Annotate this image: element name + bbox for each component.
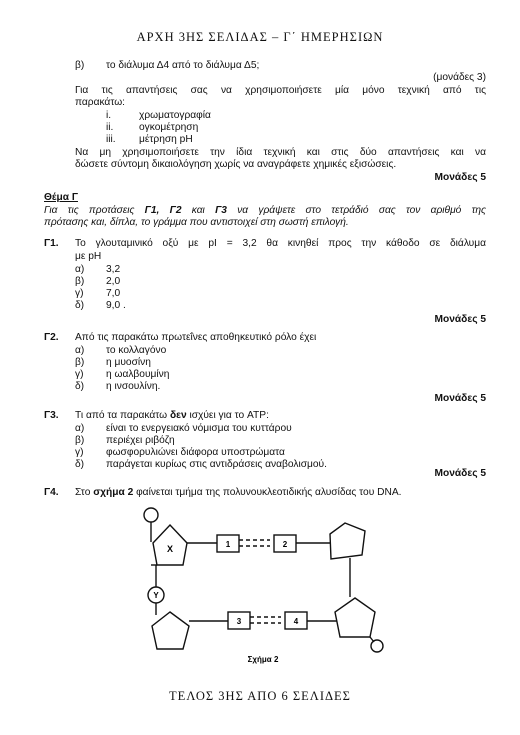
- g1-option-text: 7,0: [106, 288, 121, 299]
- g2-option-text: η ινσουλίνη.: [106, 381, 161, 392]
- g2-option-label: δ): [75, 381, 85, 392]
- sugar-pentagon: [152, 612, 189, 649]
- g3-option-label: γ): [75, 447, 84, 458]
- figure-caption: Σχήμα 2: [247, 655, 279, 664]
- figure-dna-chain: [0, 500, 520, 670]
- g3-option-label: α): [75, 423, 85, 434]
- label-y: Y: [153, 591, 159, 600]
- g4-number: Γ4.: [44, 487, 59, 498]
- box-label-2: 2: [282, 540, 288, 549]
- beta-label: β): [75, 60, 85, 71]
- g3-option-text: είναι το ενεργειακό νόμισμα του κυττάρου: [106, 423, 292, 434]
- para1-line1: Για τις απαντήσεις σας να χρησιμοποιήσετε μία μόνο τεχνική από τις: [75, 85, 486, 96]
- g1-option-label: δ): [75, 300, 85, 311]
- phosphate-circle: [371, 640, 383, 652]
- g1-option-label: β): [75, 276, 85, 287]
- g3-line1: Τι από τα παρακάτω δεν ισχύει για το ATP:: [75, 410, 269, 421]
- g1-marks: Μονάδες 5: [434, 314, 486, 325]
- technique-text: χρωματογραφία: [139, 110, 211, 121]
- technique-text: μέτρηση pH: [139, 134, 193, 145]
- phosphate-circle: [144, 508, 158, 522]
- technique-label: iii.: [106, 134, 116, 145]
- g3-option-text: φωσφορυλιώνει διάφορα υποστρώματα: [106, 447, 285, 458]
- box-label-4: 4: [293, 617, 299, 626]
- g3-option-text: παράγεται κυρίως στις αντιδράσεις αναβολισμού.: [106, 459, 327, 470]
- beta-text: το διάλυμα Δ4 από το διάλυμα Δ5;: [106, 60, 260, 71]
- g3-option-label: β): [75, 435, 85, 446]
- marks-small: (μονάδες 3): [433, 72, 486, 83]
- technique-label: ii.: [106, 122, 114, 133]
- g3-option-label: δ): [75, 459, 85, 470]
- sugar-pentagon: [330, 523, 365, 559]
- theme-instructions-line1: Για τις προτάσεις Γ1, Γ2 και Γ3 να γράψετε στο τετράδιό σας τον αριθμό της: [44, 205, 486, 216]
- g2-option-label: α): [75, 345, 85, 356]
- page-header: ΑΡΧΗ 3ΗΣ ΣΕΛΙΔΑΣ – Γ΄ ΗΜΕΡΗΣΙΩΝ: [136, 30, 384, 44]
- g1-line2: με pH: [75, 251, 102, 262]
- g2-marks: Μονάδες 5: [434, 393, 486, 404]
- label-x: X: [166, 544, 174, 554]
- g3-number: Γ3.: [44, 410, 59, 421]
- g2-line1: Από τις παρακάτω πρωτεΐνες αποθηκευτικό ρόλο έχει: [75, 332, 317, 343]
- g4-line1: Στο σχήμα 2 φαίνεται τμήμα της πολυνουκλεοτιδικής αλυσίδας του DNA.: [75, 487, 402, 498]
- g2-option-text: η ωαλβουμίνη: [106, 369, 170, 380]
- g3-marks: Μονάδες 5: [434, 468, 486, 479]
- para2-line1: Να μη χρησιμοποιήσετε την ίδια τεχνική και στις δύο απαντήσεις και να: [75, 147, 486, 158]
- technique-text: ογκομέτρηση: [139, 122, 199, 133]
- box-label-3: 3: [236, 617, 242, 626]
- g1-option-text: 9,0 .: [106, 300, 126, 311]
- sugar-pentagon: [335, 598, 375, 637]
- g1-option-text: 3,2: [106, 264, 121, 275]
- g2-number: Γ2.: [44, 332, 59, 343]
- g1-line1: Το γλουταμινικό οξύ με pI = 3,2 θα κινηθεί προς την κάθοδο σε διάλυμα: [75, 238, 486, 249]
- para2-line2: δώσετε σύντομη δικαιολόγηση χωρίς να αναγράφετε χημικές εξισώσεις.: [75, 159, 397, 170]
- g1-number: Γ1.: [44, 238, 59, 249]
- page-footer: ΤΕΛΟΣ 3ΗΣ ΑΠΟ 6 ΣΕΛΙΔΕΣ: [169, 689, 351, 703]
- technique-label: i.: [106, 110, 112, 121]
- g2-option-text: το κολλαγόνο: [106, 345, 167, 356]
- para1-line2: παρακάτω:: [75, 97, 125, 108]
- g1-option-label: α): [75, 264, 85, 275]
- theme-instructions-line2: πρότασης και, δίπλα, το γράμμα που αντιστοιχεί στη σωστή επιλογή.: [44, 217, 349, 228]
- g1-option-label: γ): [75, 288, 84, 299]
- box-label-1: 1: [225, 540, 231, 549]
- theme-title: Θέμα Γ: [44, 192, 78, 203]
- marks-top: Μονάδες 5: [434, 172, 486, 183]
- g2-option-label: β): [75, 357, 85, 368]
- g2-option-label: γ): [75, 369, 84, 380]
- g3-option-text: περιέχει ριβόζη: [106, 435, 175, 446]
- g1-option-text: 2,0: [106, 276, 121, 287]
- g2-option-text: η μυοσίνη: [106, 357, 151, 368]
